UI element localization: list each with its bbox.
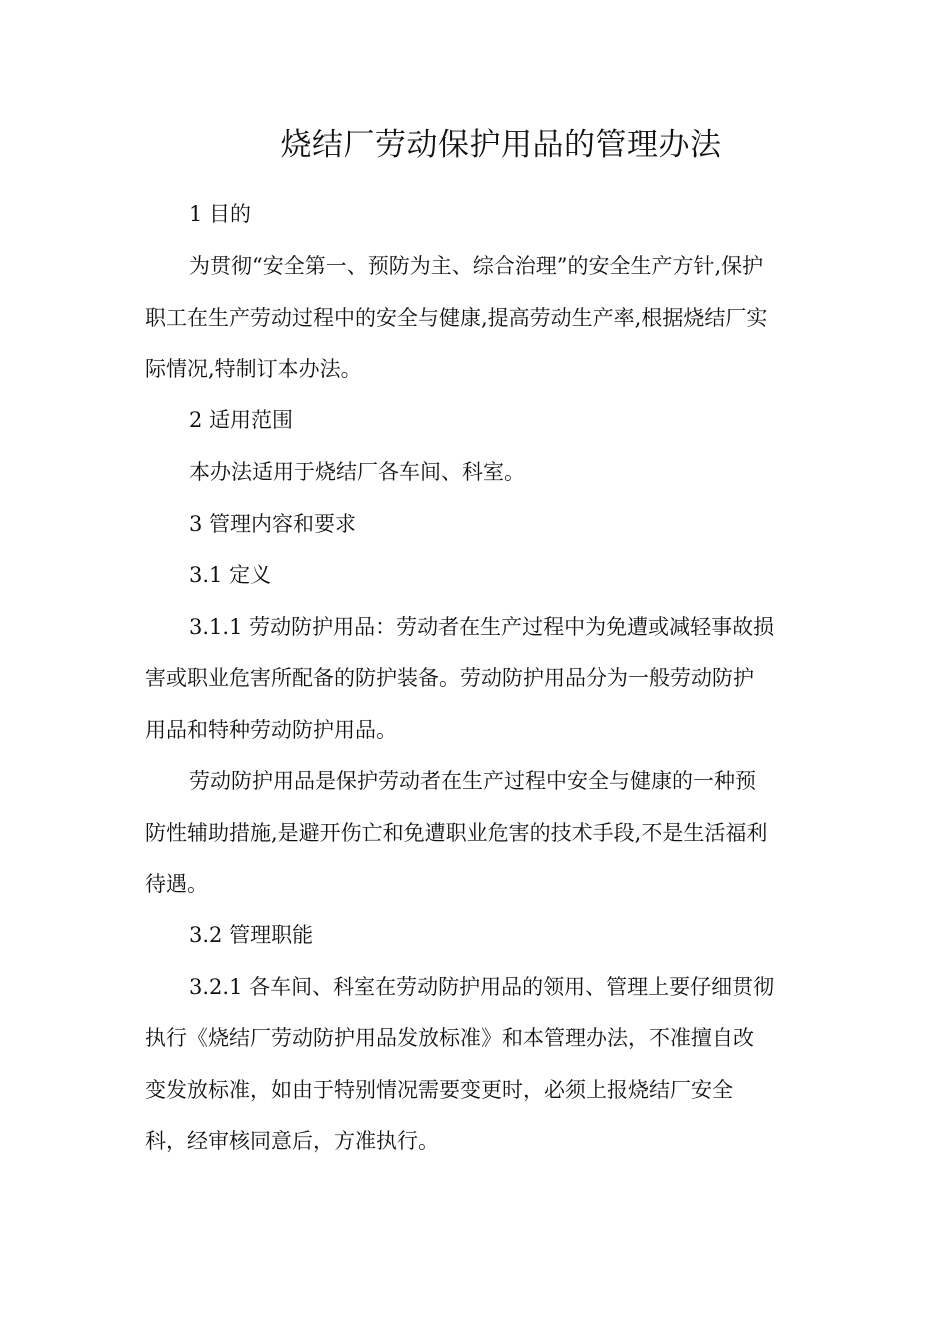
paragraph-line: 3.1.1 劳动防护用品：劳动者在生产过程中为免遭或减轻事故损 xyxy=(189,615,775,639)
paragraph-line: 待遇。 xyxy=(145,872,208,896)
paragraph-line: 劳动防护用品是保护劳动者在生产过程中安全与健康的一种预 xyxy=(189,769,756,793)
paragraph-line: 科，经审核同意后，方准执行。 xyxy=(145,1129,439,1153)
paragraph-line: 职工在生产劳动过程中的安全与健康,提高劳动生产率,根据烧结厂实 xyxy=(145,306,768,330)
paragraph-line: 本办法适用于烧结厂各车间、科室。 xyxy=(189,460,525,484)
heading-purpose: 1 目的 xyxy=(189,202,252,226)
paragraph-line: 变发放标准，如由于特别情况需要变更时，必须上报烧结厂安全 xyxy=(145,1078,733,1102)
heading-definition: 3.1 定义 xyxy=(189,563,272,587)
paragraph-line: 防性辅助措施,是避开伤亡和免遭职业危害的技术手段,不是生活福利 xyxy=(145,821,768,845)
paragraph-line: 3.2.1 各车间、科室在劳动防护用品的领用、管理上要仔细贯彻 xyxy=(189,975,775,999)
paragraph-line: 际情况,特制订本办法。 xyxy=(145,357,362,381)
heading-scope: 2 适用范围 xyxy=(189,408,294,432)
document-title: 烧结厂劳动保护用品的管理办法 xyxy=(280,127,722,163)
paragraph-line: 执行《烧结厂劳动防护用品发放标准》和本管理办法，不准擅自改 xyxy=(145,1026,754,1050)
paragraph-line: 为贯彻“安全第一、预防为主、综合治理”的安全生产方针,保护 xyxy=(189,254,764,278)
paragraph-line: 用品和特种劳动防护用品。 xyxy=(145,718,397,742)
paragraph-line: 害或职业危害所配备的防护装备。劳动防护用品分为一般劳动防护 xyxy=(145,666,754,690)
heading-management: 3 管理内容和要求 xyxy=(189,512,357,536)
heading-functions: 3.2 管理职能 xyxy=(189,923,314,947)
